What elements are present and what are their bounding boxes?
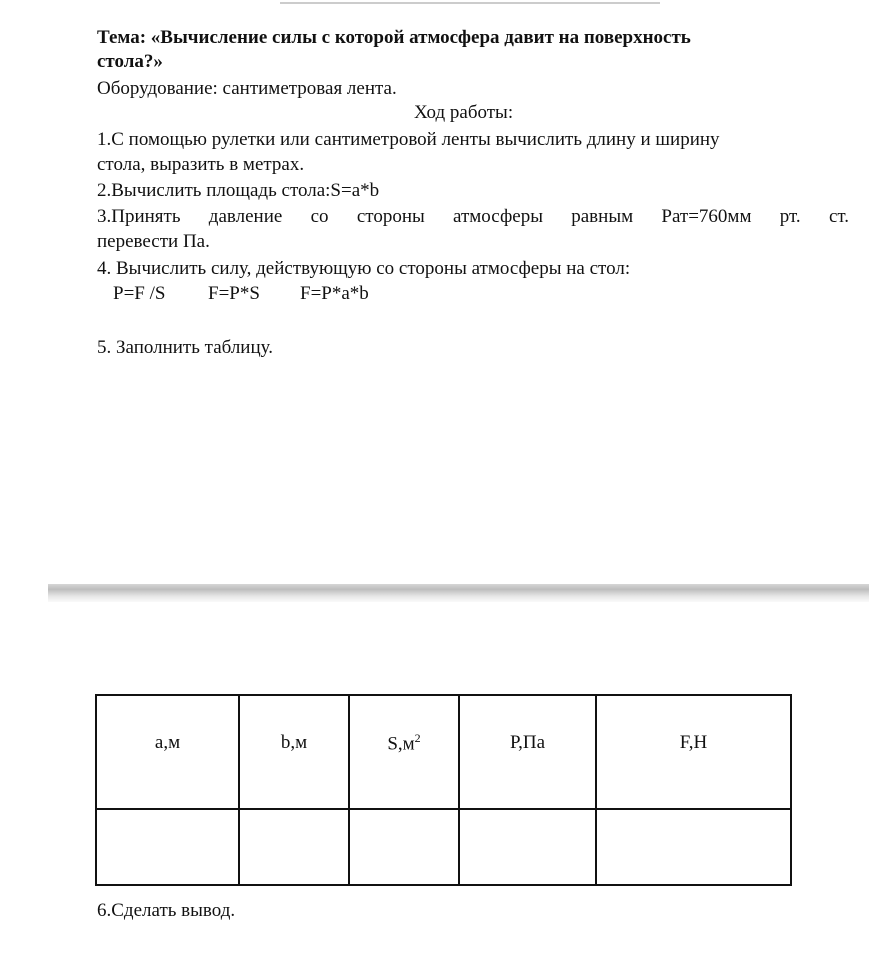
step-1-line-1: 1.С помощью рулетки или сантиметровой ленты вычислить длину и ширину	[97, 129, 720, 150]
step-1-line-2: стола, выразить в метрах.	[97, 154, 305, 175]
procedure-heading: Ход работы:	[414, 102, 514, 123]
header-f: F,Н	[596, 695, 791, 809]
cell-a	[96, 809, 239, 885]
header-s	[349, 695, 459, 809]
cut-off-top-line	[280, 0, 660, 4]
title-line-2: стола?»	[97, 51, 163, 72]
header-a: а,м	[96, 695, 239, 809]
table-row	[96, 809, 791, 885]
step-6: 6.Сделать вывод.	[97, 900, 236, 921]
equipment-text: Оборудование: сантиметровая лента.	[97, 78, 397, 99]
formula-force-expanded: F=P*a*b	[300, 283, 369, 304]
formula-pressure: P=F /S	[113, 283, 166, 304]
cell-p	[459, 809, 596, 885]
results-table	[95, 694, 792, 886]
cell-s	[349, 809, 459, 885]
formula-row	[113, 282, 369, 306]
header-b: b,м	[239, 695, 349, 809]
cell-f	[596, 809, 791, 885]
step-4: 4. Вычислить силу, действующую со стороны атмосферы на стол:	[97, 258, 631, 279]
title-line-1: Тема: «Вычисление силы с которой атмосфера давит на поверхность	[97, 27, 691, 48]
header-s-label: S,м	[387, 733, 415, 755]
formula-force: F=P*S	[208, 283, 260, 304]
step-2: 2.Вычислить площадь стола:S=a*b	[97, 180, 380, 201]
page-separator	[48, 584, 869, 602]
header-p: Р,Па	[459, 695, 596, 809]
step-3-line-2: перевести Па.	[97, 231, 210, 252]
table-header-row	[96, 695, 791, 809]
step-5: 5. Заполнить таблицу.	[97, 337, 273, 358]
cell-b	[239, 809, 349, 885]
header-s-exponent: 2	[414, 730, 421, 745]
step-3-line-1: 3.Принять давление со стороны атмосферы равным Рат=760мм рт. ст.	[97, 206, 849, 227]
